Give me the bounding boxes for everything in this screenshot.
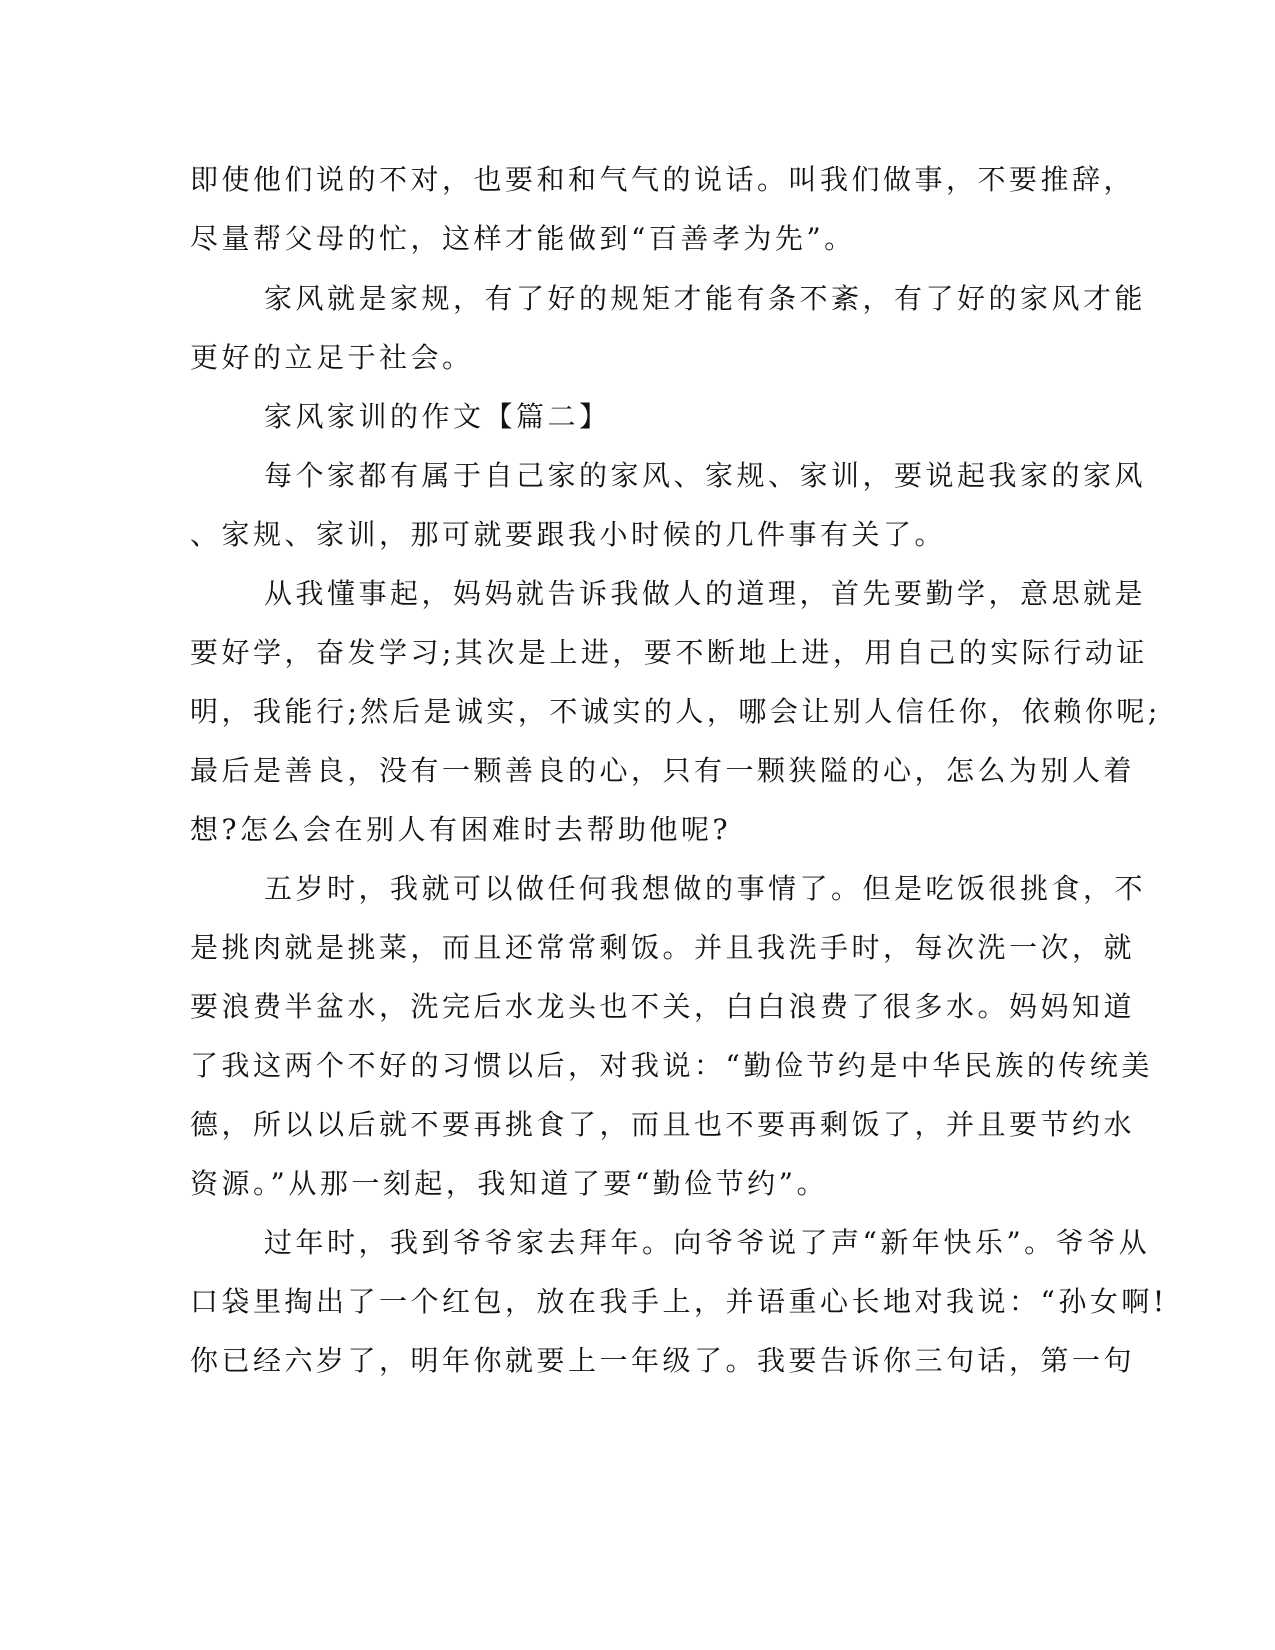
- section-heading: 家风家训的作文【篇二】: [264, 400, 611, 433]
- paragraph-line: 即使他们说的不对，也要和和气气的说话。叫我们做事，不要推辞，: [190, 163, 1136, 196]
- paragraph-line: 是挑肉就是挑菜，而且还常常剩饭。并且我洗手时，每次洗一次，就: [190, 931, 1136, 964]
- paragraph-line: 口袋里掏出了一个红包，放在我手上，并语重心长地对我说：“孙女啊!: [190, 1285, 1168, 1318]
- paragraph-line: 最后是善良，没有一颗善良的心，只有一颗狭隘的心，怎么为别人着: [190, 754, 1136, 787]
- paragraph-line: 过年时，我到爷爷家去拜年。向爷爷说了声“新年快乐”。爷爷从: [264, 1226, 1151, 1259]
- paragraph-line: 家风就是家规，有了好的规矩才能有条不紊，有了好的家风才能: [264, 282, 1147, 315]
- paragraph-line: 每个家都有属于自己家的家风、家规、家训，要说起我家的家风: [264, 459, 1147, 492]
- paragraph-line: 你已经六岁了，明年你就要上一年级了。我要告诉你三句话，第一句: [190, 1344, 1136, 1377]
- paragraph-line: 五岁时，我就可以做任何我想做的事情了。但是吃饭很挑食，不: [264, 872, 1147, 905]
- paragraph-line: 尽量帮父母的忙，这样才能做到“百善孝为先”。: [190, 222, 856, 255]
- paragraph-line: 德，所以以后就不要再挑食了，而且也不要再剩饭了，并且要节约水: [190, 1108, 1136, 1141]
- paragraph-line: 、家规、家训，那可就要跟我小时候的几件事有关了。: [190, 518, 947, 551]
- paragraph-line: 明，我能行;然后是诚实，不诚实的人，哪会让别人信任你，依赖你呢;: [190, 695, 1161, 728]
- paragraph-line: 了我这两个不好的习惯以后，对我说：“勤俭节约是中华民族的传统美: [190, 1049, 1153, 1082]
- paragraph-line: 从我懂事起，妈妈就告诉我做人的道理，首先要勤学，意思就是: [264, 577, 1147, 610]
- paragraph-line: 更好的立足于社会。: [190, 341, 474, 374]
- paragraph-line: 要浪费半盆水，洗完后水龙头也不关，白白浪费了很多水。妈妈知道: [190, 990, 1136, 1023]
- paragraph-line: 资源。”从那一刻起，我知道了要“勤俭节约”。: [190, 1167, 828, 1200]
- paragraph-line: 想?怎么会在别人有困难时去帮助他呢?: [190, 813, 732, 846]
- paragraph-line: 要好学，奋发学习;其次是上进，要不断地上进，用自己的实际行动证: [190, 636, 1148, 669]
